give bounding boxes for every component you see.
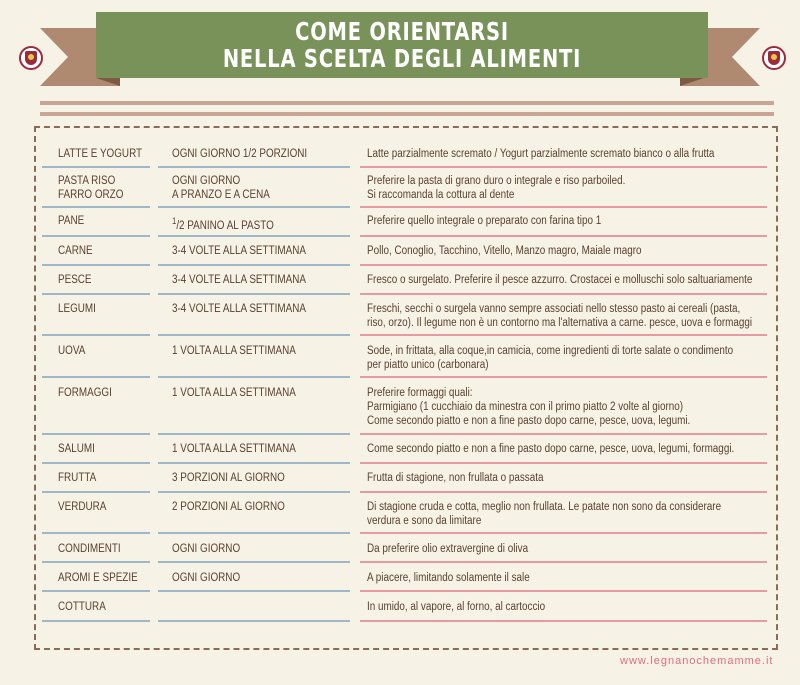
food-underline — [42, 334, 150, 336]
frequency: 3-4 VOLTE ALLA SETTIMANA — [172, 245, 306, 257]
notes-underline — [360, 293, 767, 295]
notes: Frutta di stagione, non frullata o passata — [367, 472, 544, 484]
food-underline — [42, 561, 150, 563]
food-name: FRUTTA — [58, 472, 97, 484]
notes: Preferire la pasta di grano duro o integrale e riso parboiled. Si raccomanda la cottura al dente — [367, 175, 626, 201]
frequency-underline — [158, 376, 350, 378]
notes-underline — [360, 491, 767, 493]
notes: Freschi, secchi o surgela vanno sempre associati nello stesso pasto ai cereali (pasta, riso, orzo). Il legume non è un contorno ma l'alternativa a carne. pesce, uova e formaggi — [367, 303, 753, 329]
frequency-underline — [158, 293, 350, 295]
frequency-underline — [158, 206, 350, 208]
food-name: CONDIMENTI — [58, 543, 121, 555]
frequency: OGNI GIORNO A PRANZO E A CENA — [172, 175, 270, 201]
notes-underline — [360, 590, 767, 592]
food-name: PANE — [58, 215, 85, 227]
title-line-2: NELLA SCELTA DEGLI ALIMENTI — [222, 43, 582, 73]
food-name: LEGUMI — [58, 303, 96, 315]
frequency-fraction-numerator: 1 — [172, 216, 177, 226]
food-name: CARNE — [58, 245, 93, 257]
notes: Preferire formaggi quali: Parmigiano (1 cucchiaio da minestra con il primo piatto 2 volte al giorno) Come secondo piatto e non a fine pasto dopo carne, pesce, uova, legumi. — [367, 387, 691, 427]
food-underline — [42, 433, 150, 435]
frequency-underline — [158, 235, 350, 237]
food-underline — [42, 166, 150, 168]
food-name: FORMAGGI — [58, 387, 112, 399]
frequency-underline — [158, 166, 350, 168]
frequency-underline — [158, 561, 350, 563]
food-underline — [42, 293, 150, 295]
food-underline — [42, 376, 150, 378]
frequency: 1 VOLTA ALLA SETTIMANA — [172, 345, 296, 357]
notes: Da preferire olio extravergine di oliva — [367, 543, 529, 555]
food-underline — [42, 462, 150, 464]
divider — [40, 112, 774, 116]
notes-underline — [360, 462, 767, 464]
food-name: AROMI E SPEZIE — [58, 572, 138, 584]
food-name: LATTE E YOGURT — [58, 148, 143, 160]
frequency: 3-4 VOLTE ALLA SETTIMANA — [172, 303, 306, 315]
footer-url[interactable]: www.legnanochemamme.it — [620, 655, 774, 667]
food-name: SALUMI — [58, 443, 95, 455]
notes-underline — [360, 166, 767, 168]
notes-underline — [360, 264, 767, 266]
frequency-text: /2 PANINO AL PASTO — [176, 219, 274, 232]
frequency-underline — [158, 264, 350, 266]
page-title — [163, 13, 640, 78]
frequency-underline — [158, 462, 350, 464]
food-name: VERDURA — [58, 501, 107, 513]
notes: Di stagione cruda e cotta, meglio non frullata. Le patate non sono da considerare verdura e sono da limitare — [367, 501, 722, 527]
frequency-underline — [158, 491, 350, 493]
notes: Sode, in frittata, alla coque,in camicia, come ingredienti di torte salate o condimento per piatto unico (carbonara) — [367, 345, 734, 371]
food-name: PASTA RISO FARRO ORZO — [58, 175, 124, 201]
frequency-underline — [158, 433, 350, 435]
frequency-underline — [158, 532, 350, 534]
food-underline — [42, 264, 150, 266]
food-name: UOVA — [58, 345, 86, 357]
frequency: OGNI GIORNO — [172, 543, 241, 555]
notes: In umido, al vapore, al forno, al cartoccio — [367, 601, 546, 613]
notes-underline — [360, 334, 767, 336]
food-underline — [42, 532, 150, 534]
frequency-underline — [158, 620, 350, 622]
frequency: 1 VOLTA ALLA SETTIMANA — [172, 443, 296, 455]
frequency: 3-4 VOLTE ALLA SETTIMANA — [172, 274, 306, 286]
food-underline — [42, 590, 150, 592]
title-line-1: COME ORIENTARSI — [295, 17, 509, 47]
food-underline — [42, 620, 150, 622]
frequency-underline — [158, 590, 350, 592]
frequency: OGNI GIORNO — [172, 572, 241, 584]
notes: A piacere, limitando solamente il sale — [367, 572, 530, 584]
notes-underline — [360, 235, 767, 237]
food-name: COTTURA — [58, 601, 106, 613]
notes: Fresco o surgelato. Preferire il pesce azzurro. Crostacei e molluschi solo saltuariamente — [367, 274, 753, 286]
notes: Preferire quello integrale o preparato con farina tipo 1 — [367, 215, 602, 227]
logo-icon — [19, 46, 43, 70]
frequency: 2 PORZIONI AL GIORNO — [172, 501, 285, 513]
notes-underline — [360, 206, 767, 208]
frequency: 1 VOLTA ALLA SETTIMANA — [172, 387, 296, 399]
notes: Latte parzialmente scremato / Yogurt parzialmente scremato bianco o alla frutta — [367, 148, 715, 160]
frequency — [172, 214, 357, 233]
frequency: 3 PORZIONI AL GIORNO — [172, 472, 285, 484]
food-name: PESCE — [58, 274, 92, 286]
notes: Come secondo piatto e non a fine pasto dopo carne, pesce, uova, legumi, formaggi. — [367, 443, 735, 455]
frequency-underline — [158, 334, 350, 336]
notes-underline — [360, 561, 767, 563]
divider — [40, 101, 774, 105]
notes: Pollo, Conoglio, Tacchino, Vitello, Manzo magro, Maiale magro — [367, 245, 642, 257]
logo-icon — [762, 46, 786, 70]
notes-underline — [360, 433, 767, 435]
food-underline — [42, 491, 150, 493]
frequency: OGNI GIORNO 1/2 PORZIONI — [172, 148, 308, 160]
notes-underline — [360, 532, 767, 534]
notes-underline — [360, 376, 767, 378]
food-underline — [42, 206, 150, 208]
notes-underline — [360, 620, 767, 622]
food-underline — [42, 235, 150, 237]
